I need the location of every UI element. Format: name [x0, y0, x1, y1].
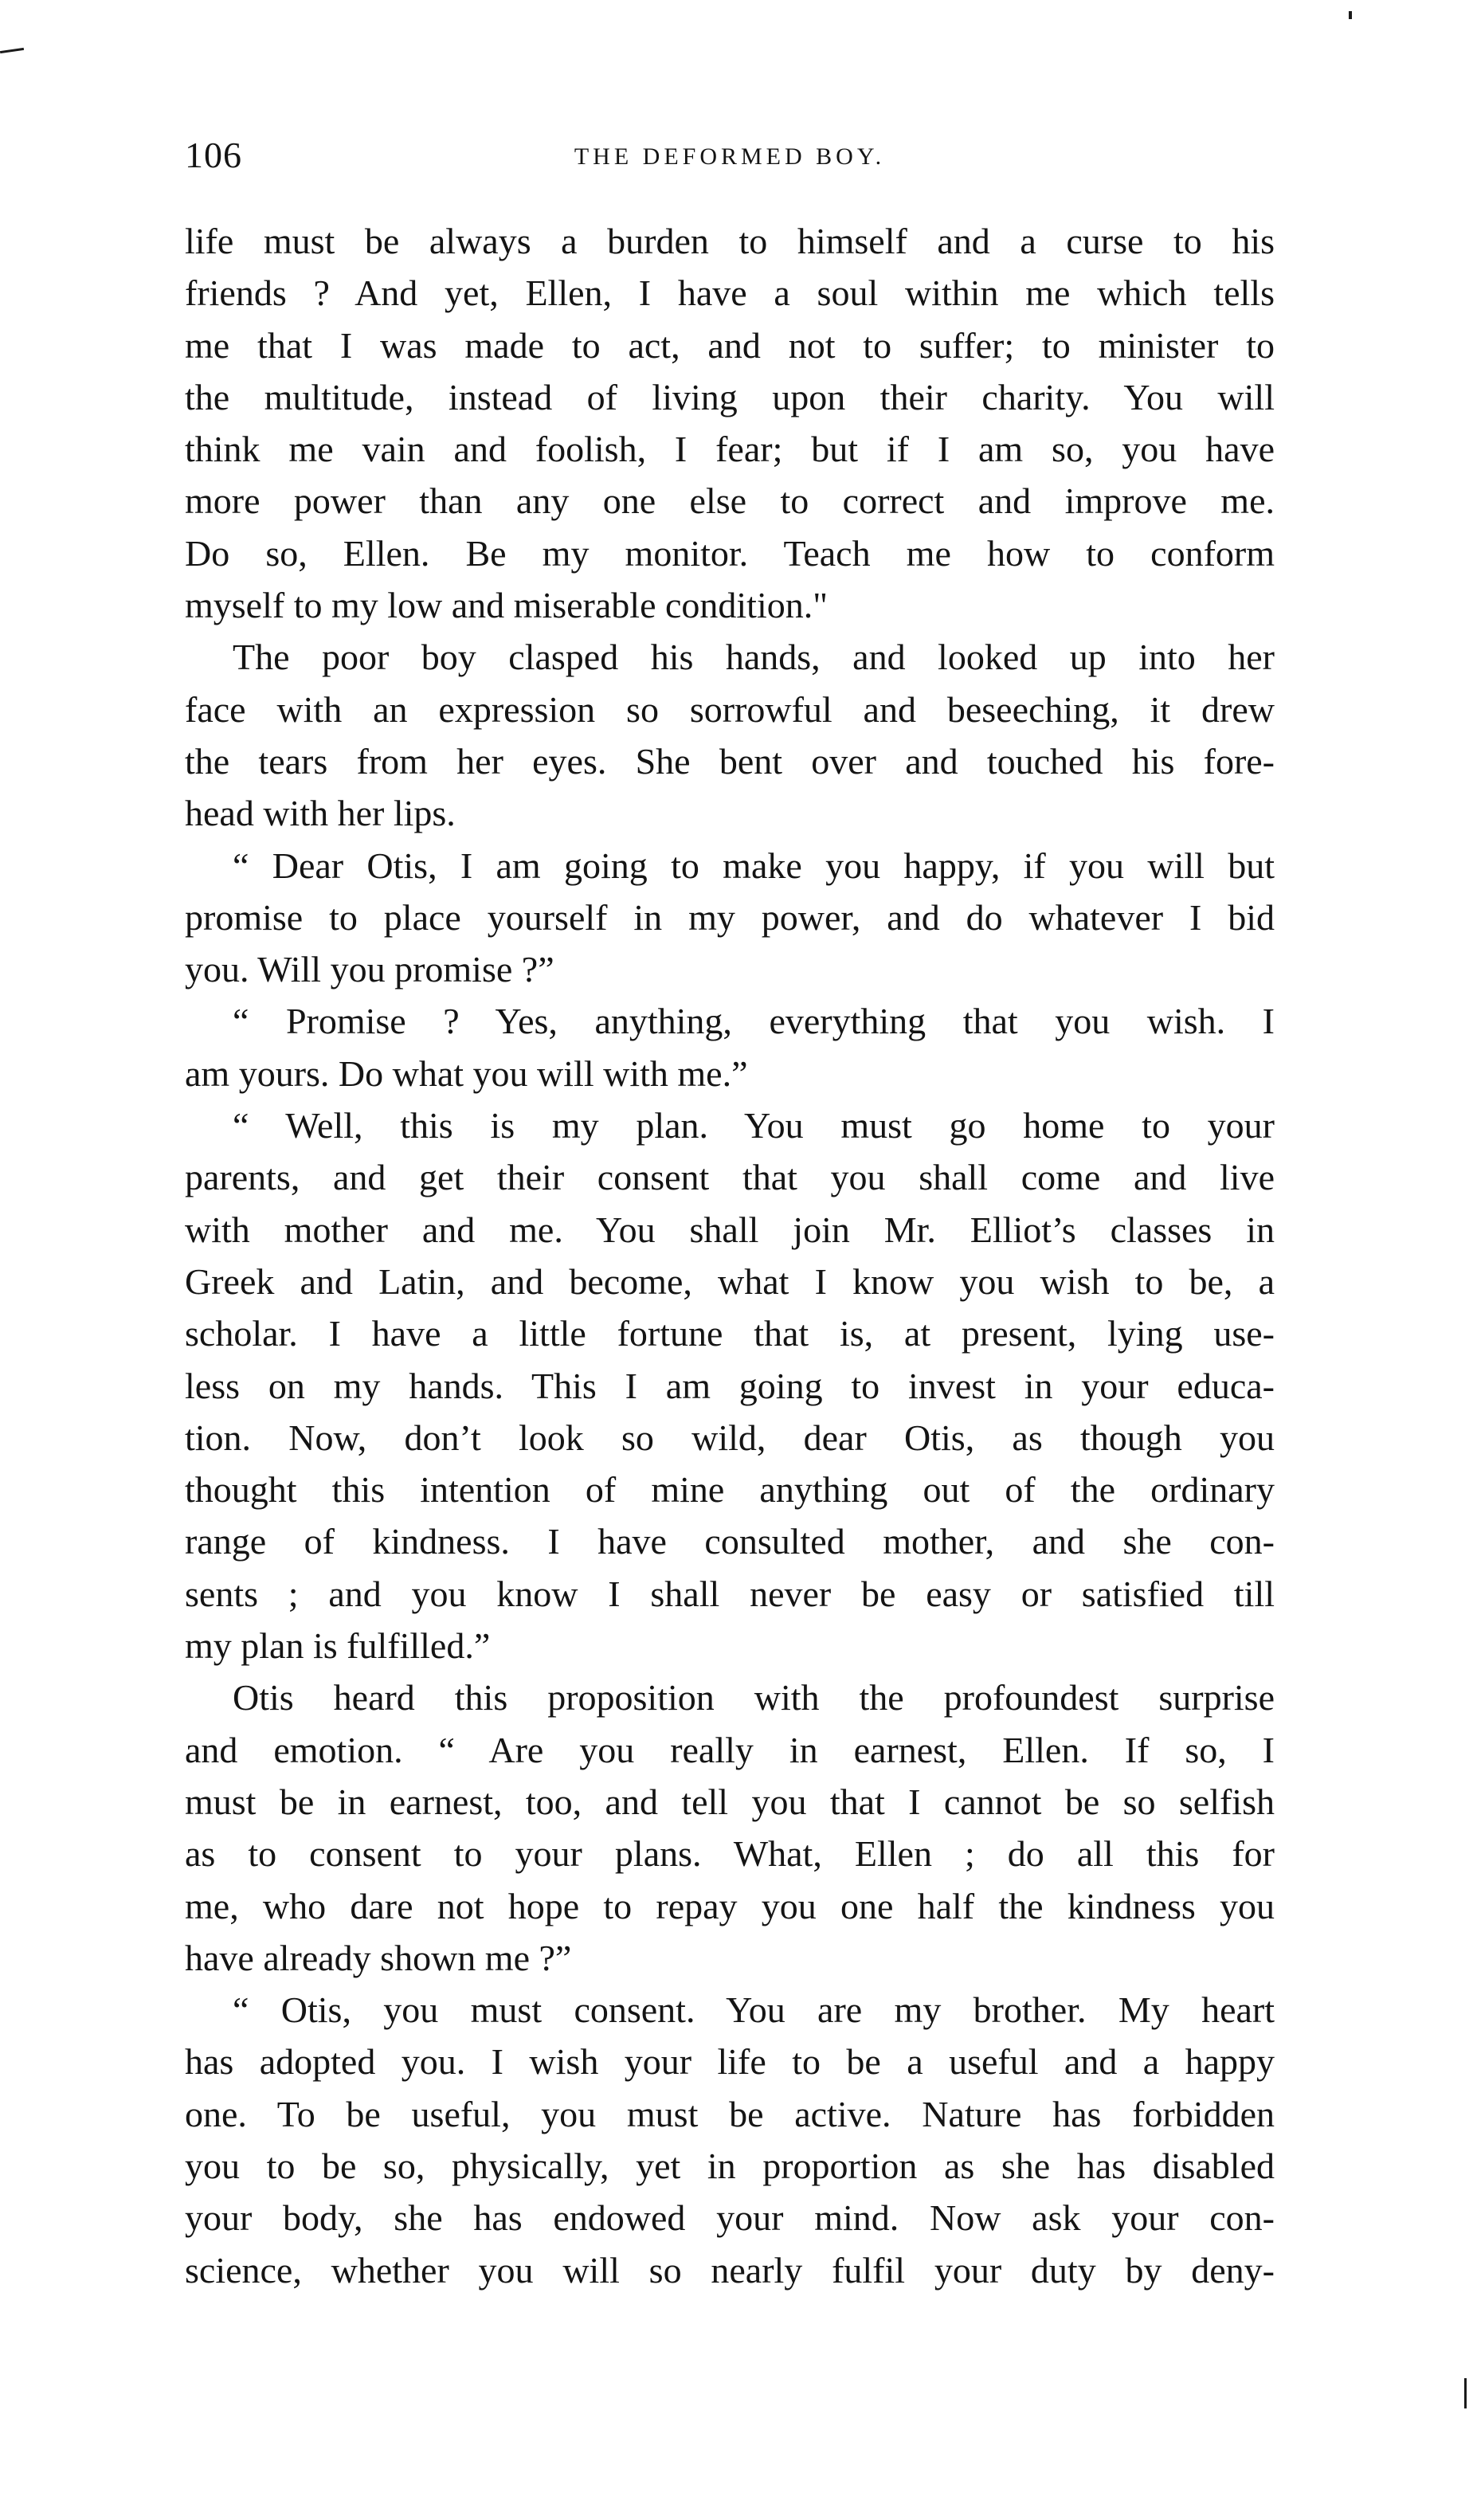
- text-line: “ Well, this is my plan. You must go home to your: [233, 1105, 1275, 1146]
- text-line: and emotion. “ Are you really in earnest, Ellen. If so, I: [185, 1729, 1275, 1770]
- text-line: “ Otis, you must consent. You are my brother. My heart: [233, 1989, 1275, 2031]
- text-line: friends ? And yet, Ellen, I have a soul within me which tells: [185, 272, 1275, 314]
- text-line: have already shown me ?”: [185, 1937, 572, 1978]
- text-line: has adopted you. I wish your life to be a useful and a happy: [185, 2041, 1275, 2083]
- text-line: you to be so, physically, yet in proportion as she has disabled: [185, 2145, 1275, 2186]
- text-line: the tears from her eyes. She bent over and touched his fore-: [185, 740, 1275, 782]
- text-line: Do so, Ellen. Be my monitor. Teach me how to conform: [185, 532, 1275, 574]
- text-line: think me vain and foolish, I fear; but if I am so, you have: [185, 429, 1275, 470]
- text-line: “ Dear Otis, I am going to make you happy, if you will but: [233, 845, 1275, 886]
- text-line: my plan is fulfilled.”: [185, 1625, 491, 1667]
- text-line: promise to place yourself in my power, and do whatever I bid: [185, 896, 1275, 938]
- page-number: 106: [185, 135, 242, 175]
- text-line: science, whether you will so nearly fulfil your duty by deny-: [185, 2249, 1275, 2291]
- text-line: sents ; and you know I shall never be easy or satisfied till: [185, 1573, 1275, 1614]
- text-line: with mother and me. You shall join Mr. Elliot’s classes in: [185, 1209, 1275, 1250]
- scan-mark-top-left: [0, 48, 24, 53]
- text-line: thought this intention of mine anything out of the ordinary: [185, 1469, 1275, 1511]
- text-line: me, who dare not hope to repay you one half the kindness you: [185, 1885, 1275, 1926]
- text-line: tion. Now, don’t look so wild, dear Otis, as though you: [185, 1417, 1275, 1458]
- text-line: The poor boy clasped his hands, and looked up into her: [233, 637, 1275, 678]
- text-line: the multitude, instead of living upon their charity. You will: [185, 376, 1275, 417]
- text-line: scholar. I have a little fortune that is, at present, lying use-: [185, 1313, 1275, 1354]
- text-line: must be in earnest, too, and tell you that I cannot be so selfish: [185, 1781, 1275, 1822]
- text-line: Otis heard this proposition with the profoundest surprise: [233, 1677, 1275, 1719]
- text-line: “ Promise ? Yes, anything, everything that you wish. I: [233, 1001, 1275, 1042]
- text-line: myself to my low and miserable condition.": [185, 585, 829, 626]
- text-line: your body, she has endowed your mind. Now ask your con-: [185, 2197, 1275, 2239]
- text-line: life must be always a burden to himself and a curse to his: [185, 221, 1275, 261]
- running-head: THE DEFORMED BOY.: [574, 143, 886, 170]
- text-line: range of kindness. I have consulted mother, and she con-: [185, 1521, 1275, 1562]
- text-line: one. To be useful, you must be active. Nature has forbidden: [185, 2093, 1275, 2134]
- text-line: me that I was made to act, and not to suffer; to minister to: [185, 324, 1275, 366]
- text-line: more power than any one else to correct and improve me.: [185, 480, 1275, 522]
- text-line: am yours. Do what you will with me.”: [185, 1052, 748, 1094]
- text-line: head with her lips.: [185, 793, 456, 834]
- body-text: [185, 215, 1275, 2296]
- scan-mark-bottom-right: [1464, 2378, 1467, 2408]
- text-line: parents, and get their consent that you shall come and live: [185, 1157, 1275, 1198]
- text-line: less on my hands. This I am going to invest in your educa-: [185, 1365, 1275, 1406]
- text-line: face with an expression so sorrowful and beseeching, it drew: [185, 688, 1275, 730]
- page-header: [185, 134, 1275, 190]
- text-line: as to consent to your plans. What, Ellen ; do all this for: [185, 1833, 1275, 1875]
- text-line: you. Will you promise ?”: [185, 949, 554, 990]
- scan-mark-top-right: [1349, 11, 1352, 19]
- text-line: Greek and Latin, and become, what I know you wish to be, a: [185, 1260, 1275, 1302]
